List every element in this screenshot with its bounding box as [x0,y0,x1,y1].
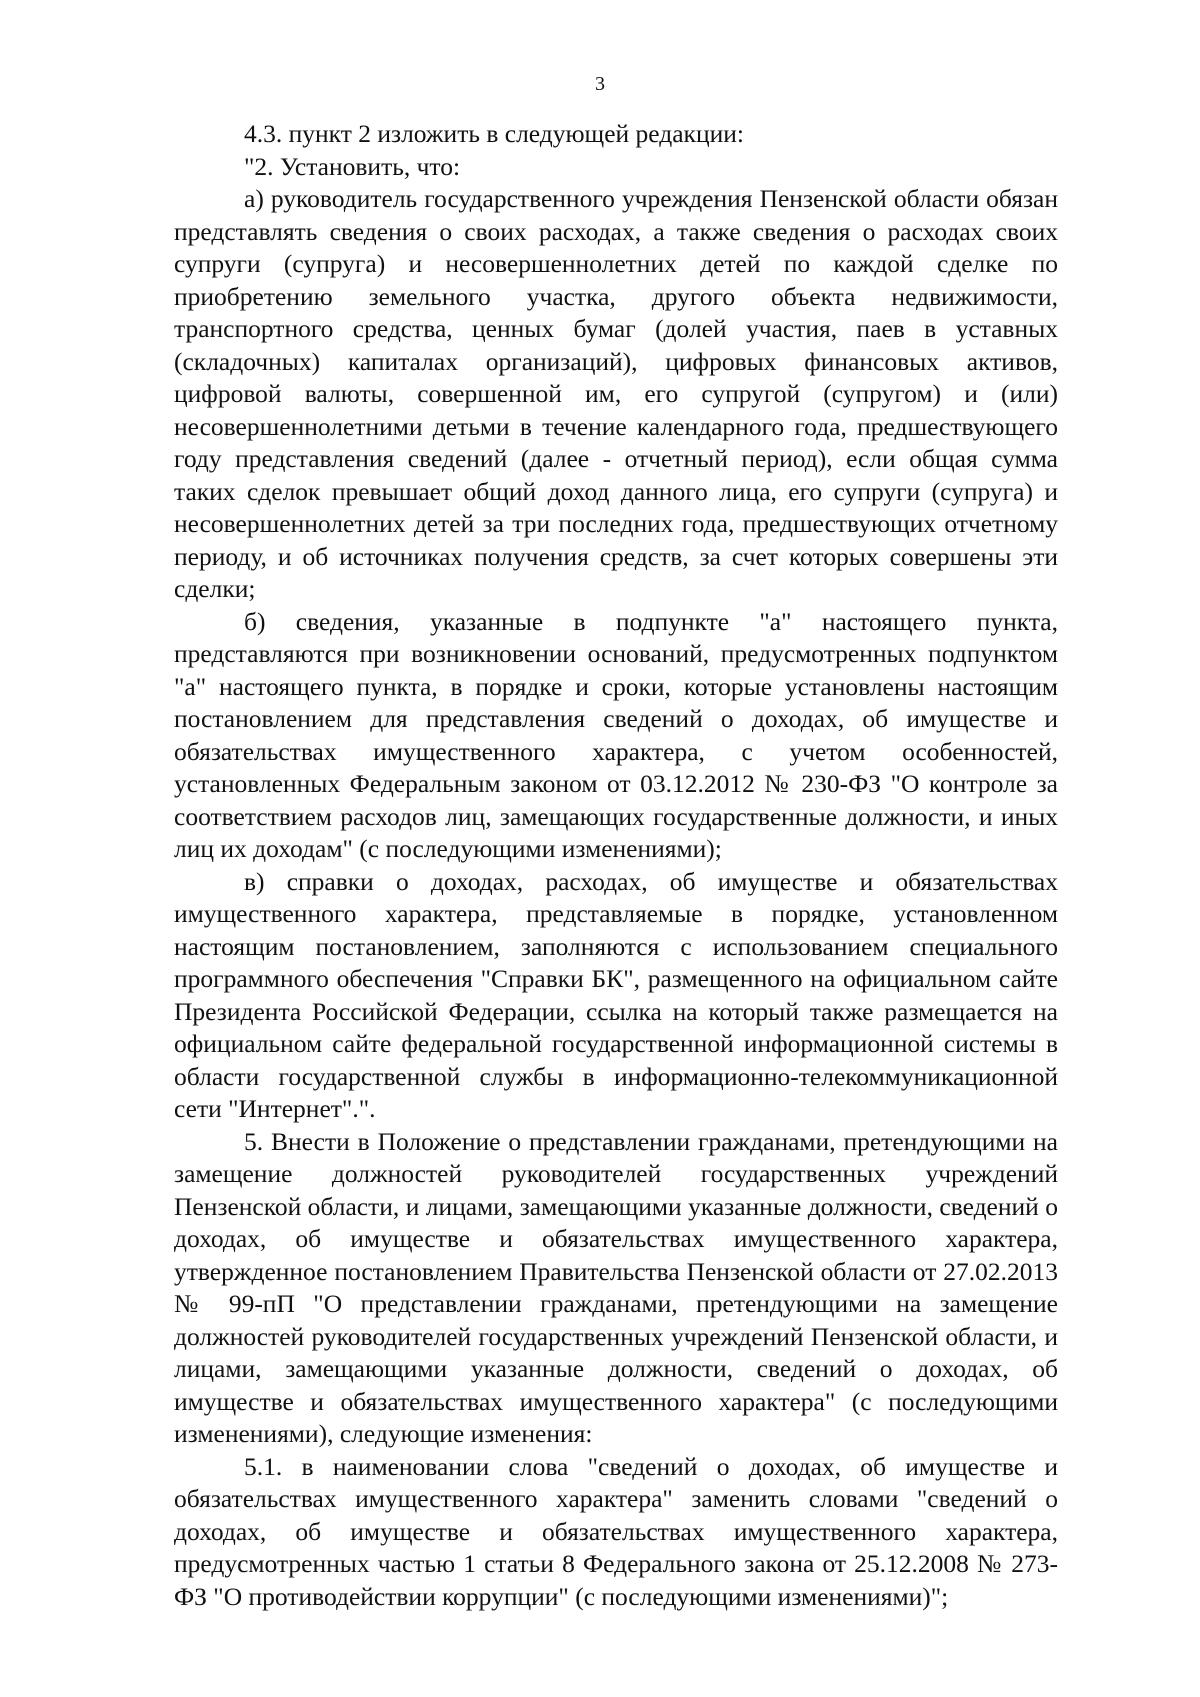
paragraph-5: 5. Внести в Положение о представлении гражданами, претендующими на замещение должностей руководителей государственных учреждений Пензенской области, и лицами, замещающими указанные должности, сведений о доходах, об имуществе и обязательствах имущественного характера, утвержденное постановлением Правительства Пензенской области от 27.02.2013 № 99-пП "О представлении гражданами, претендующими на замещение должностей руководителей государственных учреждений Пензенской области, и лицами, замещающими указанные должности, сведений о доходах, об имуществе и обязательствах имущественного характера" (с последующими изменениями), следующие изменения: [174,1126,1058,1448]
paragraph-2-intro: "2. Установить, что: [244,151,461,181]
paragraph-2a: а) руководитель государственного учреждения Пензенской области обязан представлять сведения о своих расходах, а также сведения о расходах своих супруги (супруга) и несовершеннолетних детей по каждой сделке по приобретению земельного участка, другого объекта недвижимости, транспортного средства, ценных бумаг (долей участия, паев в уставных (складочных) капиталах организаций), цифровых финансовых активов, цифровой валюты, совершенной им, его супругой (супругом) и (или) несовершеннолетними детьми в течение календарного года, предшествующего году представления сведений (далее - отчетный период), если общая сумма таких сделок превышает общий доход данного лица, его супруги (супруга) и несовершеннолетних детей за три последних года, предшествующих отчетному периоду, и об источниках получения средств, за счет которых совершены эти сделки; [174,184,1058,603]
page-number: 3 [595,73,605,95]
paragraph-4-3: 4.3. пункт 2 изложить в следующей редакции: [244,119,744,148]
paragraph-2v: в) справки о доходах, расходах, об имуществе и обязательствах имущественного характера, представляемые в порядке, установленном настоящим постановлением, заполняются с использованием специального программного обеспечения "Справки БК", размещенного на официальном сайте Президента Российской Федерации, ссылка на который также размещается на официальном сайте федеральной государственной информационной системы в области государственной службы в информационно-телекоммуникационной сети "Интернет".". [174,866,1058,1123]
document-body [174,118,1058,1613]
paragraph-5-1: 5.1. в наименовании слова "сведений о доходах, об имуществе и обязательствах имущественного характера" заменить словами "сведений о доходах, об имуществе и обязательствах имущественного характера, предусмотренных частью 1 статьи 8 Федерального закона от 25.12.2008 № 273-ФЗ "О противодействии коррупции" (с последующими изменениями)"; [174,1451,1058,1611]
paragraph-2b: б) сведения, указанные в подпункте "а" настоящего пункта, представляются при возникновении оснований, предусмотренных подпунктом "а" настоящего пункта, в порядке и сроки, которые установлены настоящим постановлением для представления сведений о доходах, об имуществе и обязательствах имущественного характера, с учетом особенностей, установленных Федеральным законом от 03.12.2012 № 230-ФЗ "О контроле за соответствием расходов лиц, замещающих государственные должности, и иных лиц их доходам" (с последующими изменениями); [174,606,1058,863]
